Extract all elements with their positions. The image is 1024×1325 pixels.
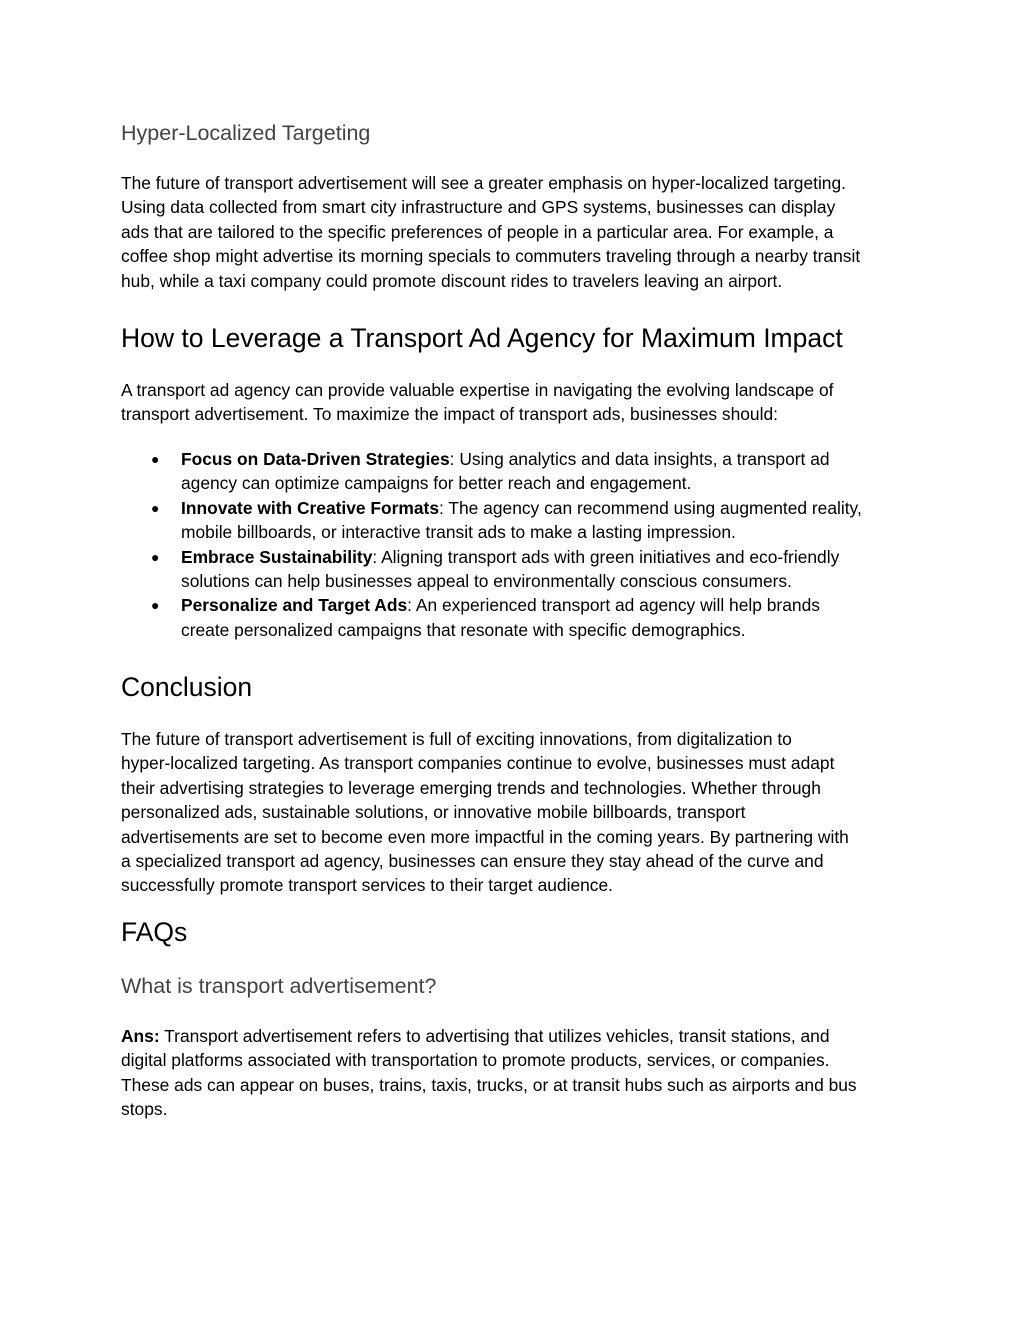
bullet-text: : Aligning transport ads with green initiatives and eco-friendly [372, 546, 840, 567]
list-item [121, 593, 911, 642]
answer-text: digital platforms associated with transportation to promote products, services, or companies. [121, 1050, 830, 1071]
paragraph-line: a specialized transport ad agency, businesses can ensure they stay ahead of the curve and [121, 851, 824, 872]
heading-faqs: FAQs [121, 917, 188, 947]
bullet-text: : Using analytics and data insights, a transport ad [449, 449, 830, 469]
bullet-term: Innovate with Creative Formats [181, 497, 440, 518]
bullet-term: Focus on Data-Driven Strategies [181, 449, 450, 469]
paragraph-conclusion [121, 727, 911, 898]
bullet-text: create personalized campaigns that resonate with specific demographics. [181, 619, 746, 640]
paragraph-line: hyper-localized targeting. As transport companies continue to evolve, businesses must adapt [121, 753, 835, 774]
answer-text: These ads can appear on buses, trains, taxis, trucks, or at transit hubs such as airports and bus [121, 1074, 857, 1095]
answer-text: Transport advertisement refers to advertising that utilizes vehicles, transit stations, and [159, 1026, 830, 1046]
paragraph-agency-intro [121, 378, 911, 427]
list-item [121, 545, 911, 594]
faq-question: What is transport advertisement? [121, 974, 437, 998]
bullet-text: : The agency can recommend using augmented reality, [439, 497, 862, 518]
bullet-icon: ● [151, 548, 160, 565]
paragraph-line: personalized ads, sustainable solutions, or innovative mobile billboards, transport [121, 802, 746, 823]
paragraph-line: coffee shop might advertise its morning specials to commuters traveling through a nearby transit [121, 246, 861, 267]
paragraph-line: ads that are tailored to the specific preferences of people in a particular area. For example, a [121, 221, 834, 242]
bullet-icon: ● [151, 597, 160, 614]
paragraph-line: Using data collected from smart city infrastructure and GPS systems, businesses can display [121, 197, 836, 218]
strategy-bullet-list [121, 447, 911, 642]
bullet-term: Personalize and Target Ads [181, 595, 408, 616]
paragraph-line: advertisements are set to become even more impactful in the coming years. By partnering with [121, 826, 849, 847]
paragraph-line: transport advertisement. To maximize the impact of transport ads, businesses should: [121, 404, 778, 425]
bullet-text: : An experienced transport ad agency will help brands [407, 595, 820, 616]
paragraph-line: The future of transport advertisement is full of exciting innovations, from digitalization to [121, 729, 792, 749]
paragraph-line: hub, while a taxi company could promote discount rides to travelers leaving an airport. [121, 270, 783, 291]
heading-hyper-localized-targeting: Hyper-Localized Targeting [121, 121, 371, 145]
paragraph-hyper-localized [121, 171, 911, 293]
list-item [121, 447, 911, 496]
heading-leverage-agency: How to Leverage a Transport Ad Agency for Maximum Impact [121, 323, 843, 353]
bullet-icon: ● [151, 451, 160, 467]
bullet-text: solutions can help businesses appeal to environmentally conscious consumers. [181, 571, 792, 592]
bullet-text: agency can optimize campaigns for better reach and engagement. [181, 473, 692, 494]
heading-conclusion: Conclusion [121, 672, 253, 702]
list-item [121, 496, 911, 545]
paragraph-line: The future of transport advertisement will see a greater emphasis on hyper-localized targeting. [121, 173, 846, 193]
paragraph-line: A transport ad agency can provide valuable expertise in navigating the evolving landscape of [121, 380, 834, 400]
answer-label: Ans: [121, 1026, 160, 1046]
bullet-icon: ● [151, 499, 160, 516]
bullet-text: mobile billboards, or interactive transit ads to make a lasting impression. [181, 522, 736, 543]
bullet-term: Embrace Sustainability [181, 546, 373, 567]
answer-text: stops. [121, 1099, 168, 1120]
paragraph-line: successfully promote transport services to their target audience. [121, 875, 613, 896]
paragraph-line: their advertising strategies to leverage emerging trends and technologies. Whether through [121, 777, 821, 798]
faq-answer [121, 1024, 911, 1122]
